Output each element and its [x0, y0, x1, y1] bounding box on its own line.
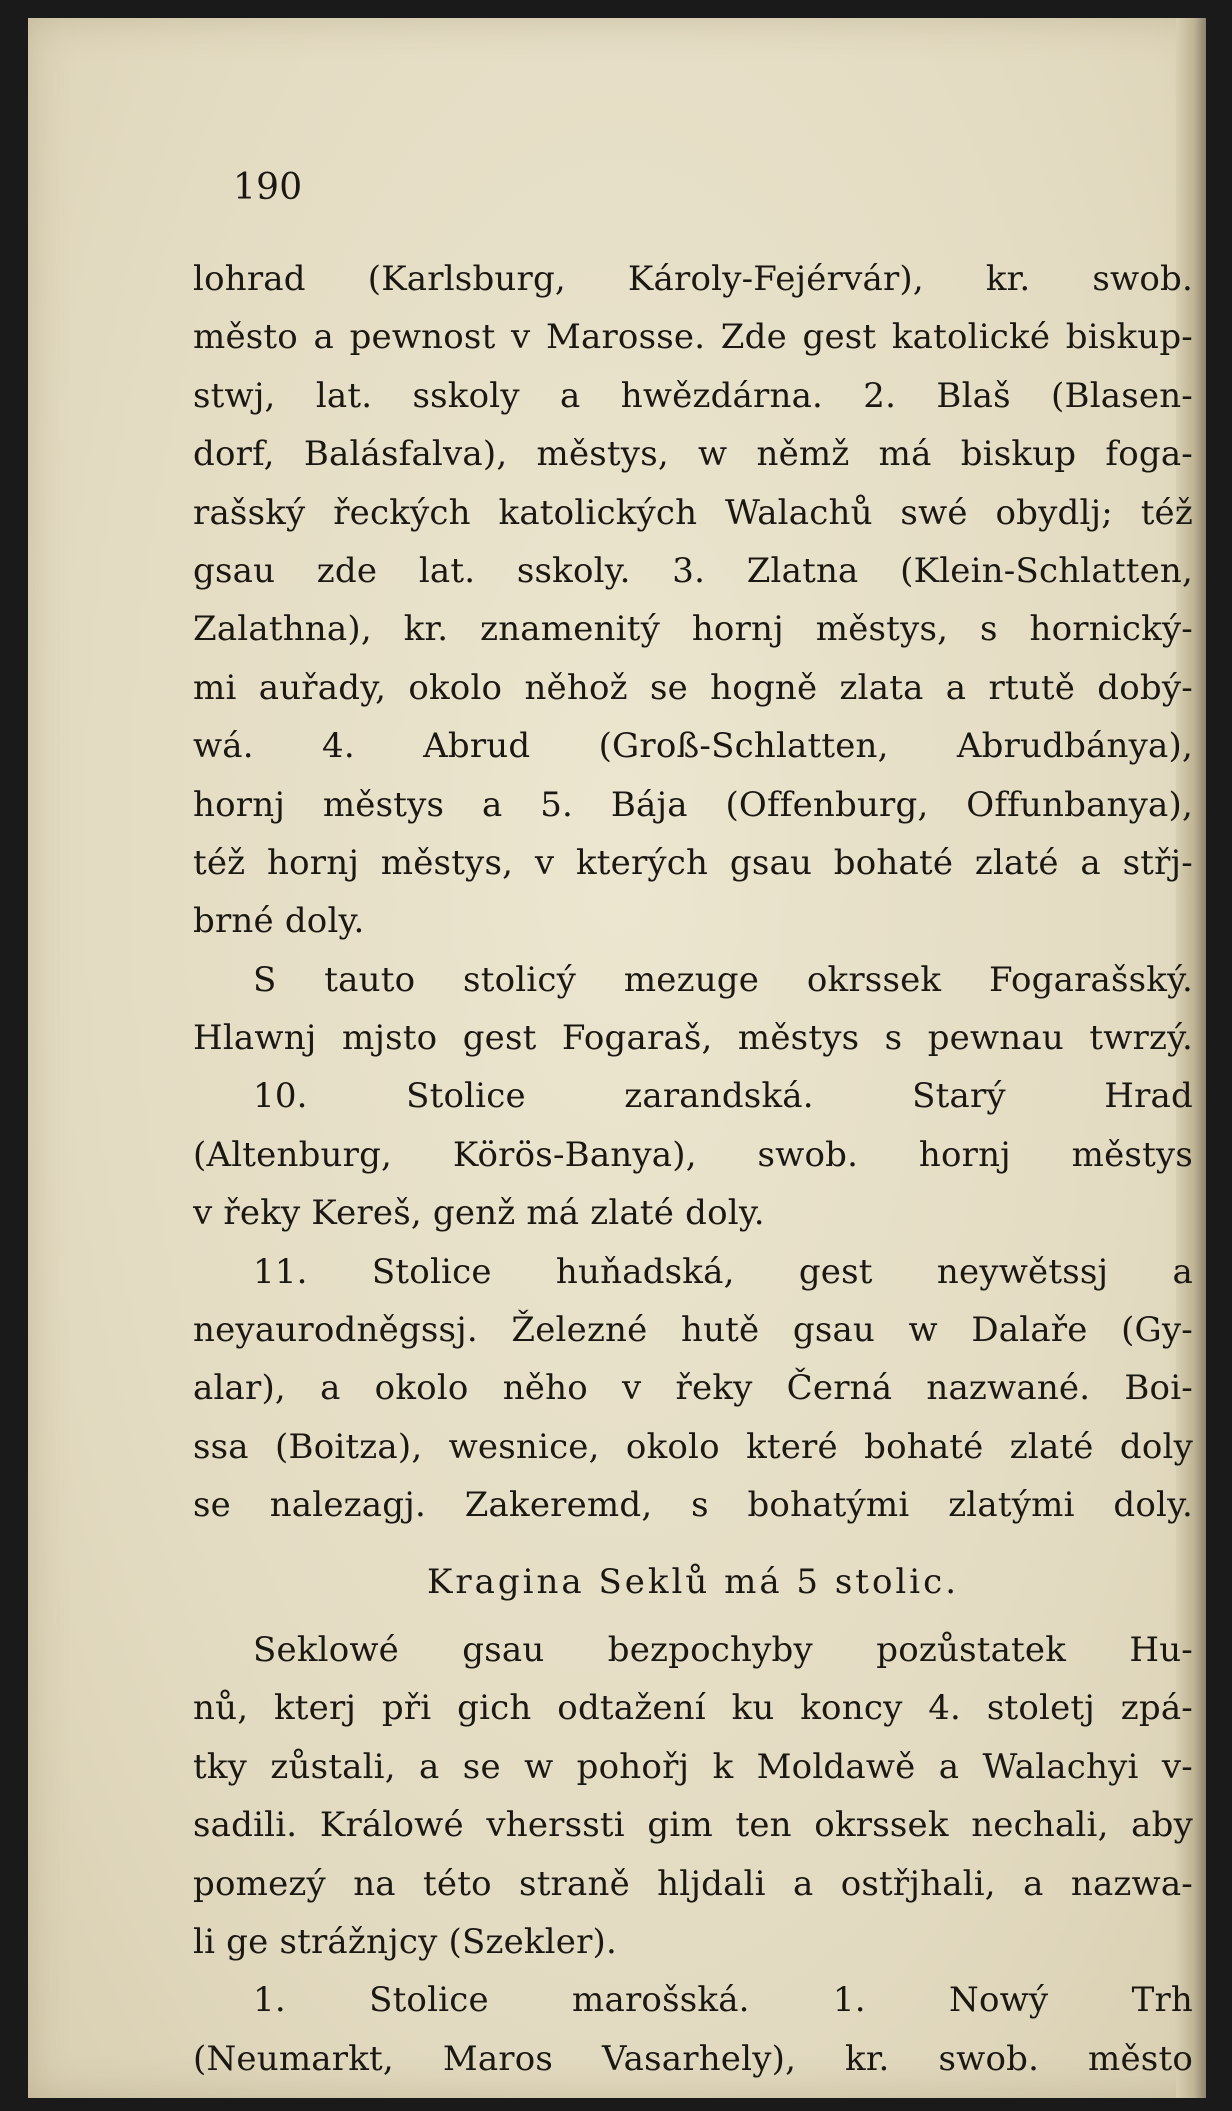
book-page [28, 18, 1206, 2098]
text-line: pomezý na této straně hljdali a ostřjhali, a nazwa- [193, 1863, 1193, 1904]
text-line: lohrad (Karlsburg, Károly-Fejérvár), kr. swob. [193, 259, 1193, 299]
text-line: wá. 4. Abrud (Groß-Schlatten, Abrudbánya), [193, 726, 1193, 767]
page-text [193, 158, 1193, 2088]
text-line: rašský řeckých katolických Walachů swé obydlj; též [193, 492, 1193, 533]
text-line: mi auřady, okolo něhož se hogně zlata a rtutě dobý- [193, 667, 1193, 708]
section-heading: Kragina Seklů má 5 stolic. [426, 1561, 960, 1602]
text-line: 10. Stolice zarandská. Starý Hrad [253, 1076, 1193, 1117]
text-line: nů, kterj při gich odtažení ku koncy 4. stoletj zpá- [193, 1688, 1193, 1729]
text-line: 1. Stolice marošská. 1. Nowý Trh [253, 1980, 1193, 2021]
text-line: li ge strážnjcy (Szekler). [193, 1921, 618, 1962]
text-line: hornj městys a 5. Bája (Offenburg, Offunbanya), [193, 784, 1193, 825]
text-line: Seklowé gsau bezpochyby pozůstatek Hu- [253, 1629, 1193, 1670]
text-line: dorf, Balásfalva), městys, w němž má biskup foga- [193, 434, 1193, 475]
text-line: v řeky Kereš, genž má zlaté doly. [193, 1193, 765, 1234]
text-line: neyaurodněgssj. Železné hutě gsau w Dalaře (Gy- [193, 1310, 1193, 1351]
text-line: (Altenburg, Körös-Banya), swob. hornj městys [193, 1134, 1193, 1175]
text-line: sadili. Králowé vherssti gim ten okrssek nechali, aby [193, 1805, 1193, 1846]
text-line: gsau zde lat. sskoly. 3. Zlatna (Klein-Schlatten, [193, 550, 1193, 591]
page-number: 190 [233, 167, 303, 208]
text-line: 11. Stolice huňadská, gest neywětssj a [253, 1251, 1193, 1292]
text-line: S tauto stolicý mezuge okrssek Fogarašský. [253, 959, 1193, 1000]
text-line: se nalezagj. Zakeremd, s bohatými zlatými doly. [193, 1485, 1193, 1526]
text-line: Zalathna), kr. znamenitý hornj městys, s hornický- [193, 609, 1193, 650]
text-line: též hornj městys, v kterých gsau bohaté zlaté a střj- [193, 842, 1193, 883]
text-line: tky zůstali, a se w pohořj k Moldawě a Walachyi v- [193, 1746, 1193, 1787]
text-line: alar), a okolo něho v řeky Černá nazwané. Boi- [193, 1368, 1193, 1409]
text-line: brné doly. [193, 901, 365, 942]
text-line: ssa (Boitza), wesnice, okolo které bohaté zlaté doly [193, 1426, 1193, 1467]
text-line: Hlawnj mjsto gest Fogaraš, městys s pewnau twrzý. [193, 1018, 1193, 1059]
text-line: stwj, lat. sskoly a hwězdárna. 2. Blaš (Blasen- [193, 375, 1193, 416]
text-line: (Neumarkt, Maros Vasarhely), kr. swob. město [193, 2038, 1193, 2079]
text-line: město a pewnost v Marosse. Zde gest katolické biskup- [193, 317, 1193, 358]
